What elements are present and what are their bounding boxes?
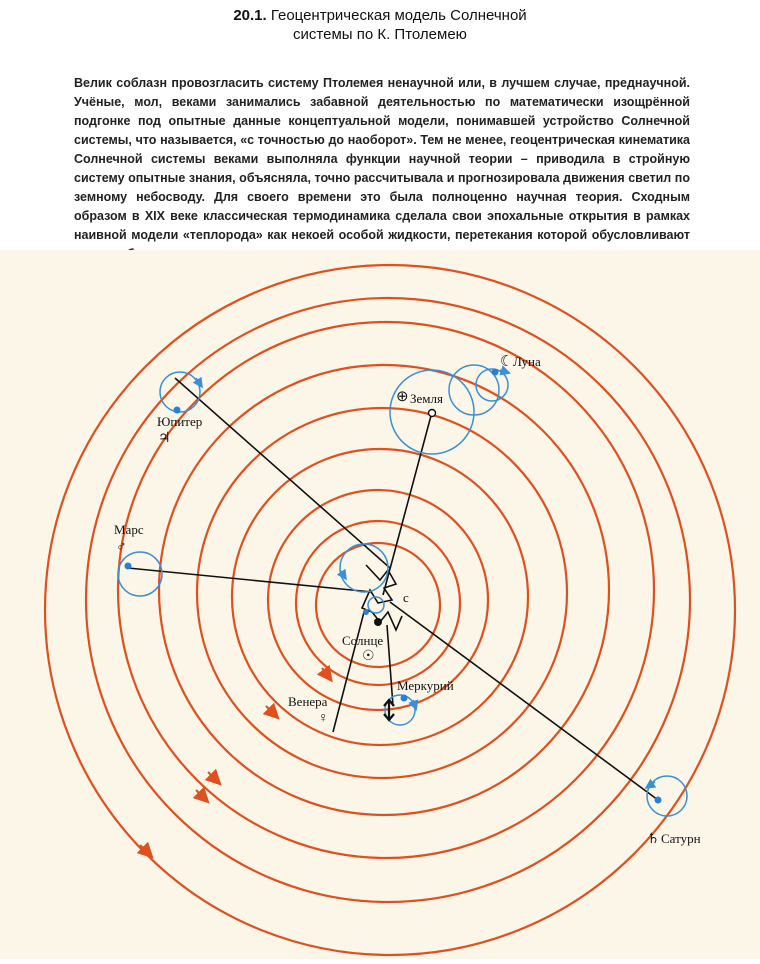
center-point xyxy=(374,618,382,626)
moon-dot xyxy=(492,369,499,376)
diagram-labels xyxy=(114,354,701,847)
mars-epicycle xyxy=(118,552,162,596)
center-label: c xyxy=(403,590,409,605)
planet-dots xyxy=(125,369,662,804)
inner-epicycle xyxy=(340,544,388,592)
orbit-8 xyxy=(86,298,690,902)
body-paragraph: Велик соблазн провозгласить систему Птолемея ненаучной или, в лучшем случае, преднаучной. Учёные, мол, веками занимались забавной деятельностью по математически изощрённой подгонке под опытные данные концептуальной модели, понимавшей устройство Солнечной системы, что называется, «с точностью до наоборот». Тем не менее, геоцентрическая кинематика Солнечной системы веками выполняла функции научной теории – приводила в стройную систему опытные знания, объясняла, точно рассчитывала и прогнозировала движения светил по земному небосводу. Для своего времени это была полноценно научная теория. Сходным образом в XIX веке классическая термодинамика сделала свои эпохальные открытия в рамках наивной модели «теплорода» как некоей особой жидкости, перетекания которой обусловливают xyxy=(74,76,690,242)
mercury-dot xyxy=(401,695,408,702)
orbit-3 xyxy=(268,490,488,710)
deferent-orbits xyxy=(45,265,735,955)
mercury-label: Меркурий xyxy=(397,678,454,693)
title-text-1: Геоцентрическая модель Солнечной xyxy=(270,7,527,24)
moon-symbol: ☾ xyxy=(500,354,514,370)
jupiter-epicycle xyxy=(160,372,200,412)
title-line-2: системы по К. Птолемею xyxy=(293,26,467,43)
jupiter-dot xyxy=(174,407,181,414)
arrow-3 xyxy=(208,772,216,780)
jupiter-symbol: ♃ xyxy=(158,431,171,446)
mars-symbol: ♂ xyxy=(116,540,127,555)
saturn-dot xyxy=(655,797,662,804)
arrow-1 xyxy=(322,668,328,676)
arrow-4 xyxy=(196,790,204,798)
mars-line xyxy=(128,568,372,592)
mars-label: Марс xyxy=(114,522,144,537)
title-line-1 xyxy=(0,6,760,25)
mars-dot xyxy=(125,563,132,570)
earth-label: Земля xyxy=(410,391,443,406)
saturn-symbol: ♄ xyxy=(647,832,660,847)
venus-line xyxy=(333,612,364,732)
center-zigzag xyxy=(362,565,402,630)
sun-label: Солнце xyxy=(342,633,384,648)
sun-symbol: ☉ xyxy=(362,649,375,664)
orbit-9 xyxy=(45,265,735,955)
jupiter-line xyxy=(175,378,390,568)
ptolemy-diagram-panel xyxy=(0,250,760,959)
orbit-4 xyxy=(232,449,528,745)
jupiter-label: Юпитер xyxy=(157,414,203,429)
section-title xyxy=(0,6,760,44)
venus-symbol: ♀ xyxy=(318,711,329,726)
moon-label: Луна xyxy=(513,354,541,369)
section-number: 20.1. xyxy=(233,7,267,24)
radius-lines xyxy=(128,378,658,800)
arrow-2 xyxy=(266,706,274,714)
venus-dot xyxy=(363,609,369,615)
orbit-5 xyxy=(197,408,567,778)
saturn-label: Сатурн xyxy=(661,831,701,846)
earth-line xyxy=(383,412,432,595)
earth-symbol: ⊕ xyxy=(396,389,409,405)
venus-label: Венера xyxy=(288,694,328,709)
orbit-1 xyxy=(316,543,440,667)
ptolemy-diagram xyxy=(0,250,760,959)
earth-point xyxy=(429,410,436,417)
